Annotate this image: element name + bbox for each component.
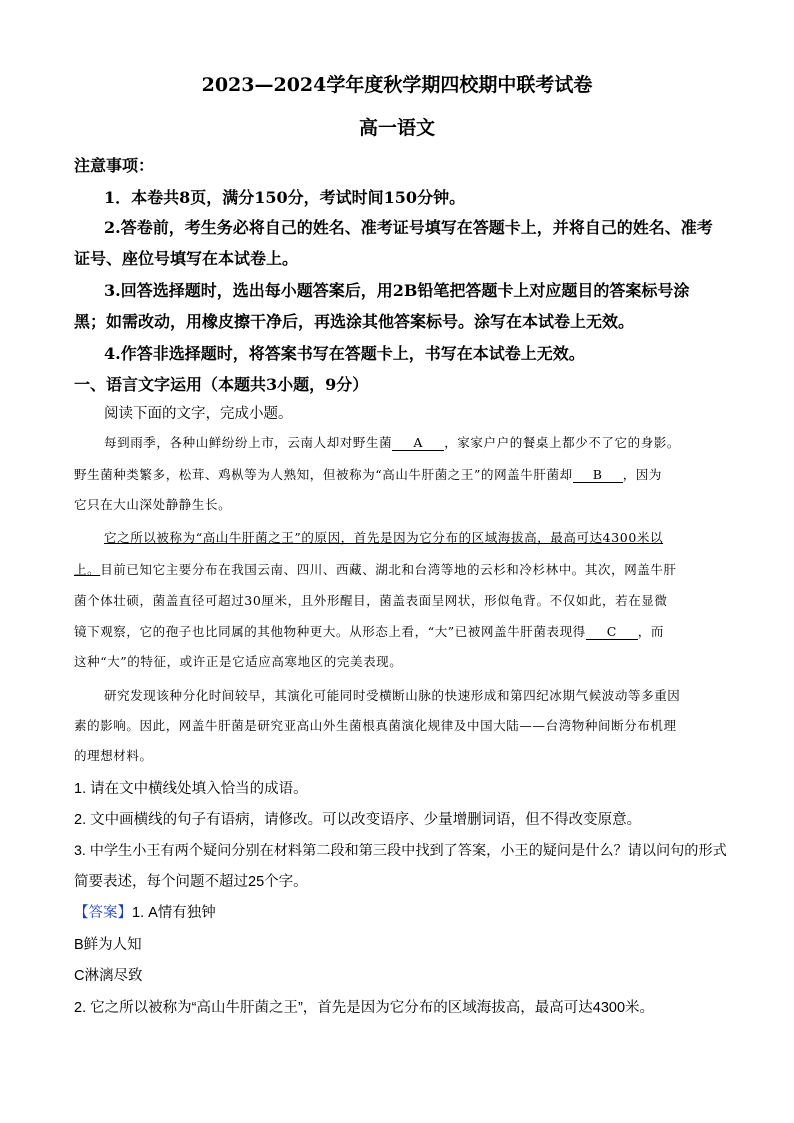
passage-text: ，家家户户的餐桌上都少不了它的身影。 xyxy=(444,435,681,450)
notice-item-4: 4.作答非选择题时，将答案书写在答题卡上，书写在本试卷上无效。 xyxy=(104,344,585,363)
passage-text: 镜下观察，它的孢子也比同属的其他物种更大。从形态上看，“大”已被网盖牛肝菌表现得 xyxy=(74,624,586,639)
passage-p3-line-2: 素的影响。因此，网盖牛肝菌是研究亚高山外生菌根真菌演化规律及中国大陆——台湾物种间断分布机理 xyxy=(74,718,677,733)
notice-item-3-line-2: 黑；如需改动，用橡皮擦干净后，再选涂其他答案标号。涂写在本试卷上无效。 xyxy=(74,312,635,331)
blank-c: C xyxy=(586,625,638,640)
question-2: 2. 文中画横线的句子有语病，请修改。可以改变语序、少量增删词语，但不得改变原意。 xyxy=(74,812,642,828)
answer-1a: 1. A情有独钟 xyxy=(132,905,216,921)
exam-title: 2023—2024学年度秋学期四校期中联考试卷 xyxy=(201,74,593,96)
passage-p1-line-3: 它只在大山深处静静生长。 xyxy=(74,497,232,512)
answer-2: 2. 它之所以被称为“高山牛肝菌之王”，首先是因为它分布的区域海拔高，最高可达4300米。 xyxy=(74,1000,655,1016)
notice-heading: 注意事项： xyxy=(74,156,155,175)
passage-text: ，而 xyxy=(637,624,664,639)
passage-text: 目前已知它主要分布在我国云南、四川、西藏、湖北和台湾等地的云杉和冷杉林中。其次，网盖牛肝 xyxy=(100,562,677,577)
underlined-sentence-part-1: 它之所以被称为“高山牛肝菌之王”的原因，首先是因为它分布的区域海拔高，最高可达4300米以 xyxy=(104,530,664,545)
passage-p2-line-5: 这种“大”的特征，或许正是它适应高寒地区的完美表现。 xyxy=(74,654,403,669)
passage-p3-line-1: 研究发现该种分化时间较早，其演化可能同时受横断山脉的快速形成和第四纪冰期气候波动等多重因 xyxy=(104,688,681,703)
passage-text: ，因为 xyxy=(622,467,662,482)
question-1: 1. 请在文中横线处填入恰当的成语。 xyxy=(74,781,308,797)
passage-p2-line-2 xyxy=(74,560,677,578)
notice-item-3-line-1: 3.回答选择题时，选出每小题答案后，用2B铅笔把答题卡上对应题目的答案标号涂 xyxy=(104,281,690,300)
exam-subtitle: 高一语文 xyxy=(358,117,435,139)
blank-b: B xyxy=(573,468,623,483)
answer-label: 【答案】 xyxy=(74,905,132,921)
answer-line-1 xyxy=(74,901,216,922)
answer-1c: C淋漓尽致 xyxy=(74,968,143,984)
reading-instruction: 阅读下面的文字，完成小题。 xyxy=(104,406,293,422)
underlined-sentence-part-2: 上。 xyxy=(74,562,101,577)
passage-text: 野生菌种类繁多，松茸、鸡枞等为人熟知，但被称为“高山牛肝菌之王”的网盖牛肝菌却 xyxy=(74,467,573,482)
passage-p2-line-3: 菌个体壮硕，菌盖直径可超过30厘米，且外形醒目，菌盖表面呈网状，形似龟背。不仅如此，若在显微 xyxy=(74,593,668,608)
notice-item-2-line-2: 证号、座位号填写在本试卷上。 xyxy=(74,249,299,268)
passage-p3-line-3: 的理想材料。 xyxy=(74,748,153,763)
passage-p1-line-2 xyxy=(74,465,662,483)
blank-a: A xyxy=(392,436,444,451)
answer-1b: B鲜为人知 xyxy=(74,937,142,953)
notice-item-2-line-1: 2.答卷前，考生务必将自己的姓名、准考证号填写在答题卡上，并将自己的姓名、准考 xyxy=(104,218,713,237)
question-3-line-2: 简要表述，每个问题不超过25个字。 xyxy=(74,874,308,890)
passage-p2-line-4 xyxy=(74,622,664,640)
section-heading: 一、语言文字运用（本题共3小题，9分） xyxy=(74,375,369,394)
notice-item-1: 1．本卷共8页，满分150分，考试时间150分钟。 xyxy=(104,188,466,207)
question-3-line-1: 3. 中学生小王有两个疑问分别在材料第二段和第三段中找到了答案，小王的疑问是什么？请以问句的形式 xyxy=(74,843,727,859)
passage-text: 每到雨季，各种山鲜纷纷上市，云南人却对野生菌 xyxy=(104,435,393,450)
passage-p1-line-1 xyxy=(104,433,680,451)
